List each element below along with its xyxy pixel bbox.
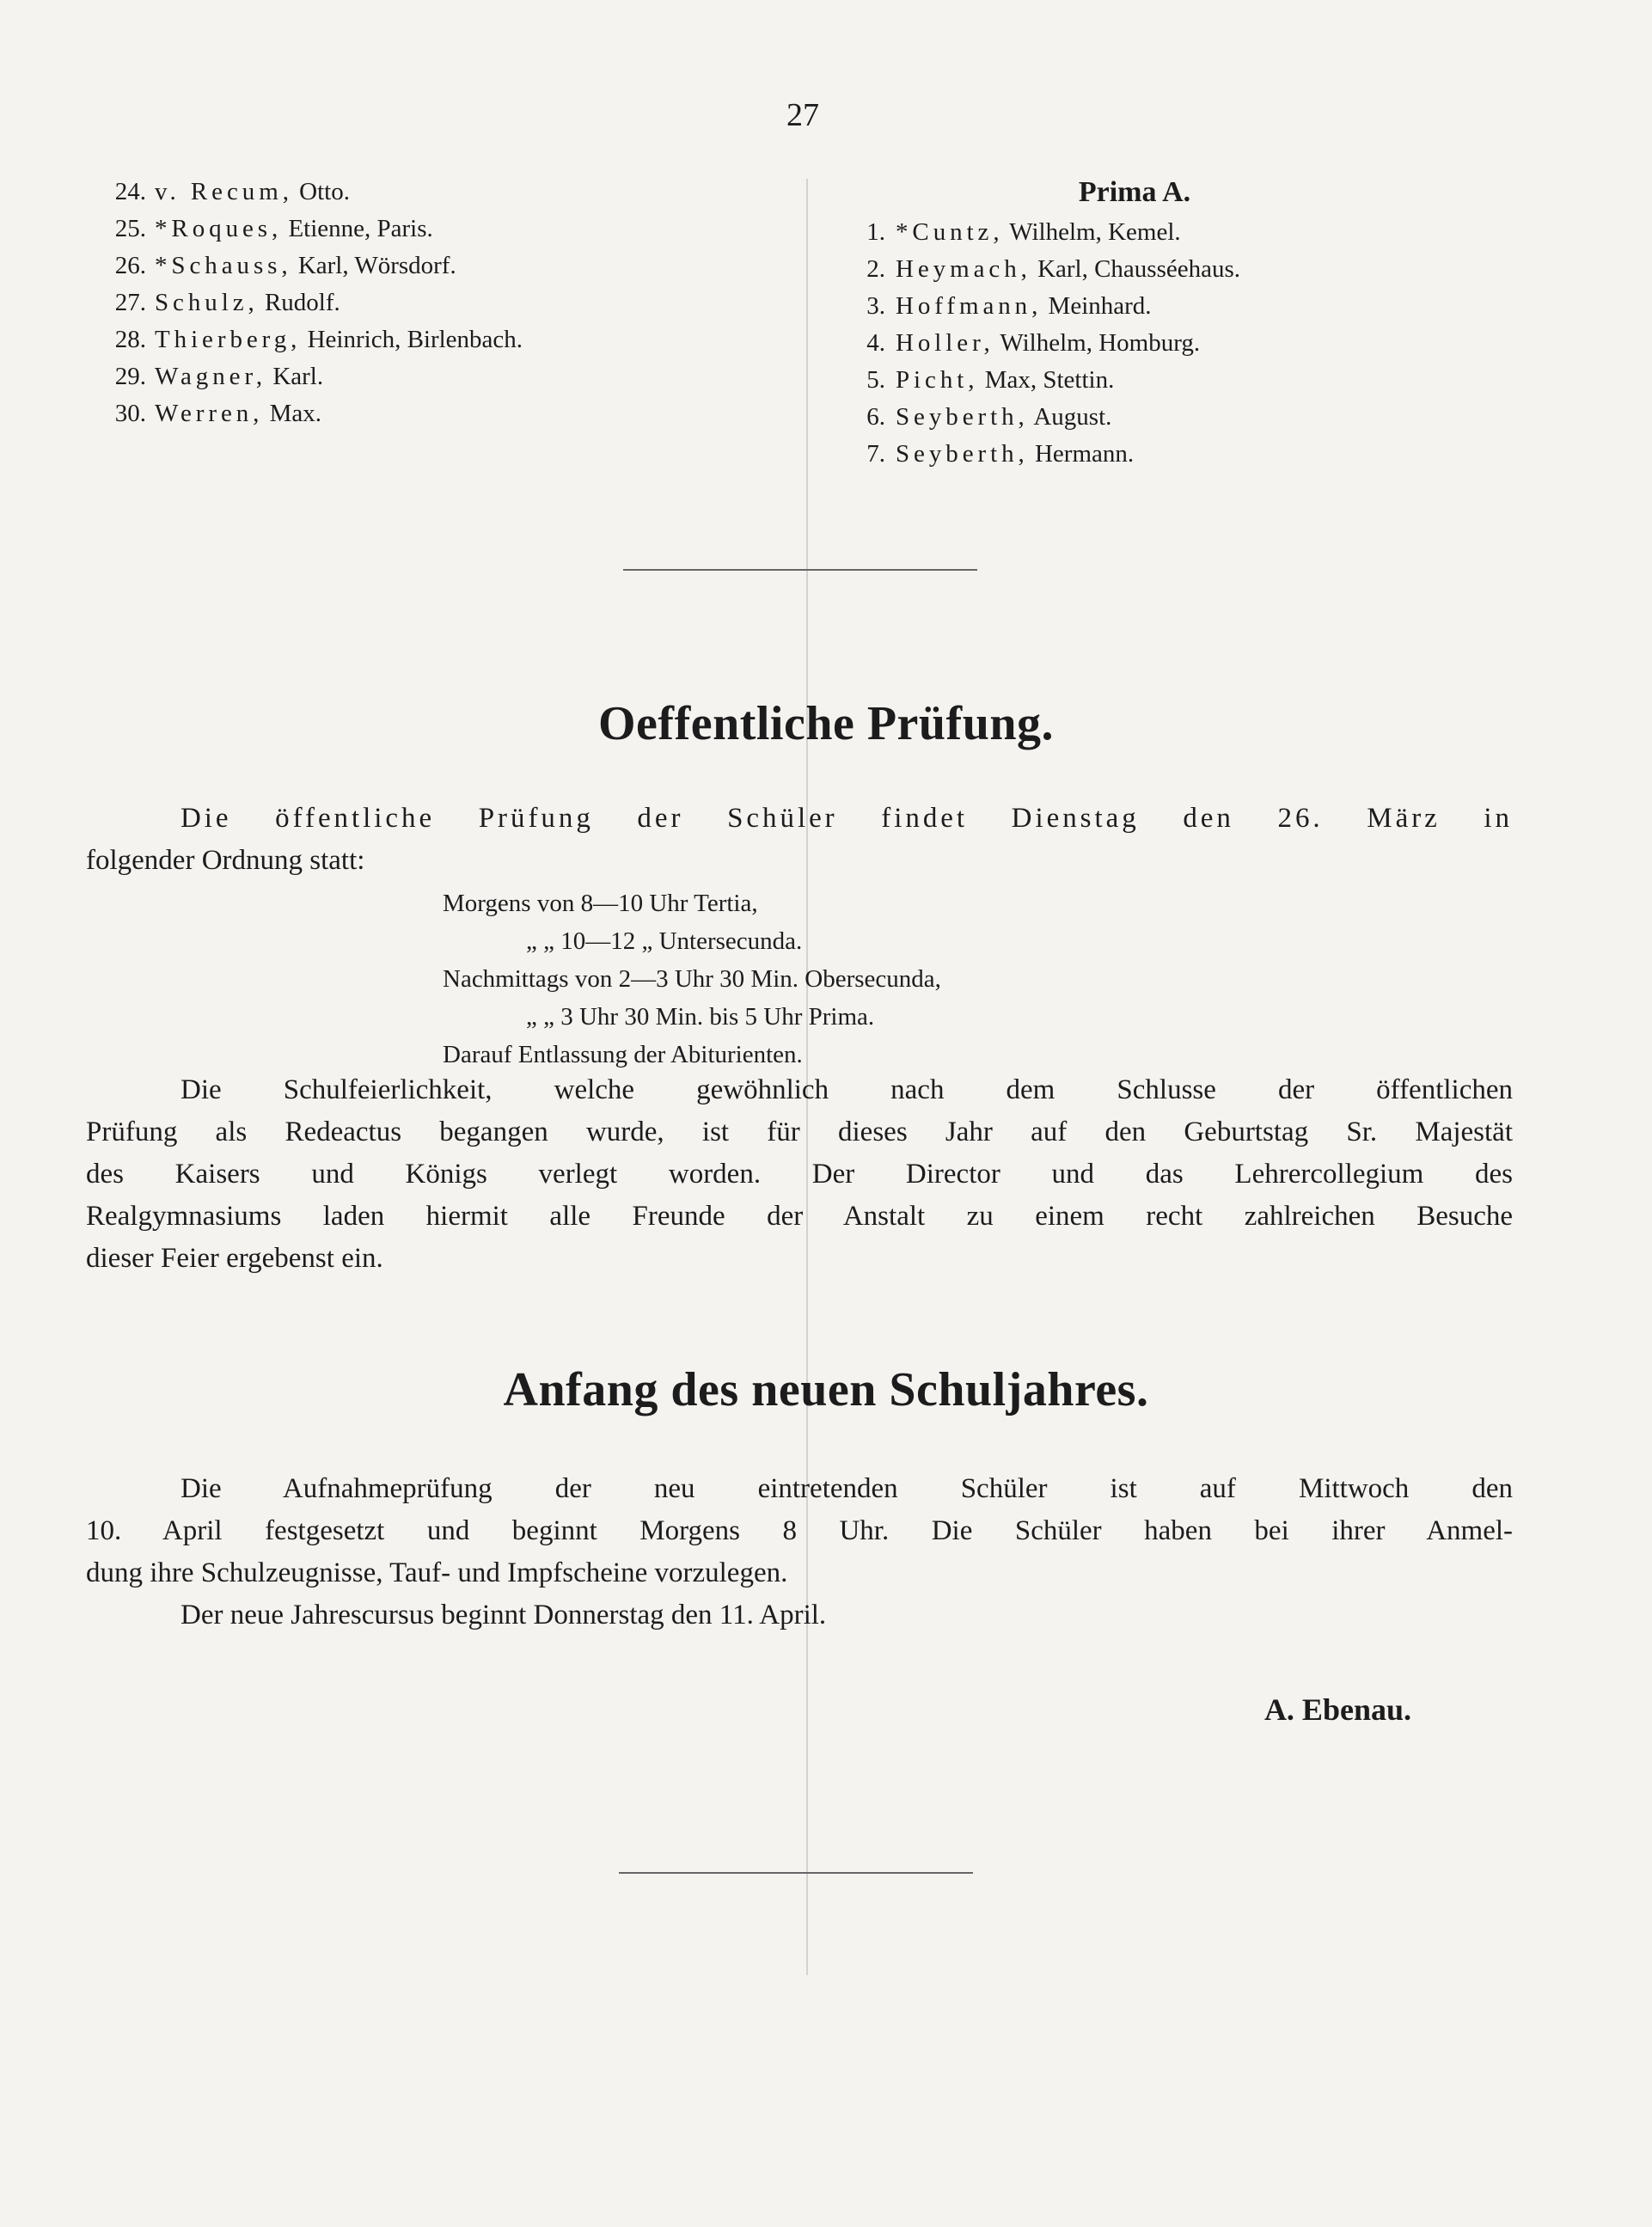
list-item: 28. Thierberg, Heinrich, Birlenbach. — [114, 326, 523, 353]
schedule-line: Morgens von 8—10 Uhr Tertia, — [443, 890, 758, 917]
schedule-line: „ „ 10—12 „ Untersecunda. — [526, 927, 803, 955]
footer-divider — [619, 1872, 973, 1874]
signature: A. Ebenau. — [1263, 1692, 1411, 1727]
section-heading-public-exam: Oeffentliche Prüfung. — [598, 697, 1054, 750]
paragraph-line: dung ihre Schulzeugnisse, Tauf- und Impfscheine vorzulegen. — [86, 1557, 788, 1588]
list-item: 3. Hoffmann, Meinhard. — [866, 292, 1152, 320]
list-item: 27. Schulz, Rudolf. — [114, 289, 340, 316]
page-number: 27 — [786, 97, 819, 133]
prima-a-list — [860, 174, 1410, 473]
paragraph-line: 10. April festgesetzt und beginnt Morgens 8 Uhr. Die Schüler haben bei ihrer Anmel- — [86, 1515, 1513, 1546]
exam-intro — [86, 798, 1513, 882]
section-divider — [623, 569, 977, 571]
paragraph-line: des Kaisers und Königs verlegt worden. Der Director und das Lehrercollegium des — [86, 1159, 1513, 1190]
list-item: 30. Werren, Max. — [114, 400, 322, 427]
class-heading: Prima A. — [1078, 176, 1191, 208]
list-item: 25. *Roques, Etienne, Paris. — [114, 215, 433, 242]
paragraph-line: Der neue Jahrescursus beginnt Donnerstag den 11. April. — [180, 1600, 827, 1630]
new-year-paragraph — [86, 1468, 1513, 1637]
paragraph-line: Realgymnasiums laden hiermit alle Freunde der Anstalt zu einem recht zahlreichen Besuche — [86, 1201, 1513, 1232]
schedule-line: Nachmittags von 2—3 Uhr 30 Min. Obersecunda, — [443, 965, 941, 993]
list-item: 4. Holler, Wilhelm, Homburg. — [866, 329, 1201, 357]
list-item: 26. *Schauss, Karl, Wörsdorf. — [114, 252, 456, 279]
section-heading-new-school-year: Anfang des neuen Schuljahres. — [503, 1363, 1149, 1416]
bleed-through-text — [584, 258, 598, 321]
list-item: 2. Heymach, Karl, Chausséehaus. — [866, 255, 1241, 283]
ceremony-paragraph — [86, 1069, 1513, 1280]
list-item: 7. Seyberth, Hermann. — [866, 440, 1135, 468]
list-item: 6. Seyberth, August. — [866, 403, 1112, 431]
list-item: 29. Wagner, Karl. — [114, 363, 324, 390]
paragraph-line: Die Aufnahmeprüfung der neu eintretenden Schüler ist auf Mittwoch den — [180, 1473, 1513, 1504]
schedule-line: Darauf Entlassung der Abiturienten. — [443, 1041, 803, 1068]
paragraph-line: Die Schulfeierlichkeit, welche gewöhnlich nach dem Schlusse der öffentlichen — [180, 1074, 1513, 1105]
paragraph-line: Prüfung als Redeactus begangen wurde, ist für dieses Jahr auf den Geburtstag Sr. Majestät — [86, 1117, 1513, 1147]
intro-line: Die öffentliche Prüfung der Schüler findet Dienstag den 26. März in — [180, 803, 1513, 834]
intro-line: folgender Ordnung statt: — [86, 845, 365, 876]
schedule-line: „ „ 3 Uhr 30 Min. bis 5 Uhr Prima. — [526, 1003, 875, 1031]
list-item: 5. Picht, Max, Stettin. — [866, 366, 1115, 394]
list-item: 24. v. Recum, Otto. — [114, 178, 350, 205]
list-item: 1. *Cuntz, Wilhelm, Kemel. — [866, 218, 1181, 246]
paragraph-line: dieser Feier ergebenst ein. — [86, 1243, 383, 1274]
left-student-list — [86, 174, 523, 432]
